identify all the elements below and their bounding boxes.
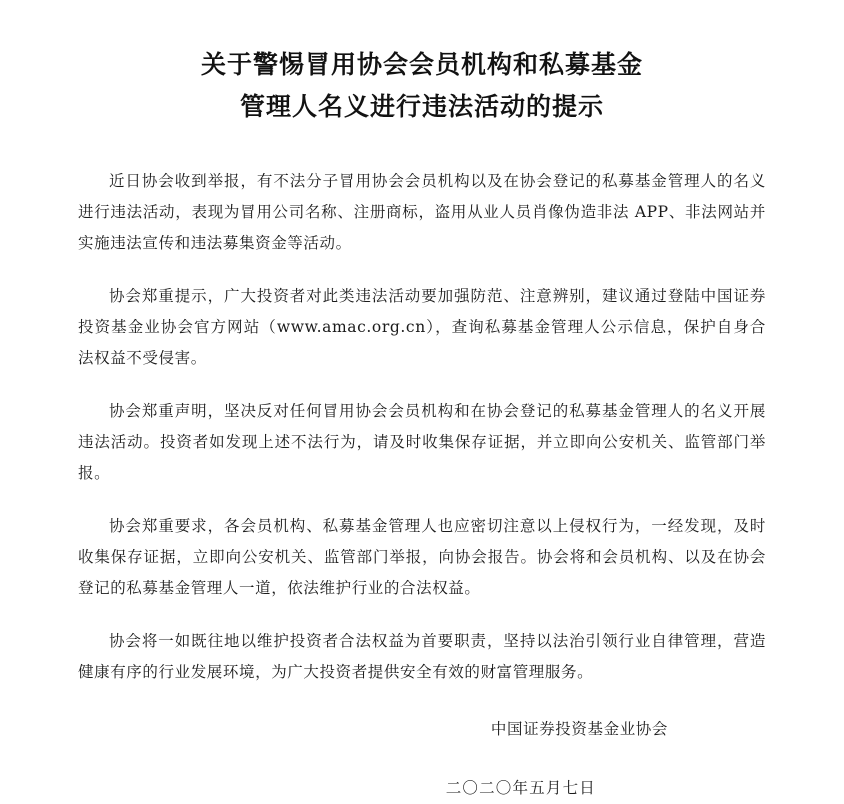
paragraph-3: 协会郑重声明，坚决反对任何冒用协会会员机构和在协会登记的私募基金管理人的名义开展违法活动。投资者如发现上述不法行为，请及时收集保存证据，并立即向公安机关、监管部门举报。 [78,402,766,482]
paragraph-2: 协会郑重提示，广大投资者对此类违法活动要加强防范、注意辨别，建议通过登陆中国证券投资基金业协会官方网站（www.amac.org.cn），查询私募基金管理人公示信息，保护自身合法权益不受侵害。 [78,287,766,367]
paragraph-5: 协会将一如既往地以维护投资者合法权益为首要职责，坚持以法治引领行业自律管理，营造健康有序的行业发展环境，为广大投资者提供安全有效的财富管理服务。 [78,632,766,681]
paragraph-4: 协会郑重要求，各会员机构、私募基金管理人也应密切注意以上侵权行为，一经发现，及时收集保存证据，立即向公安机关、监管部门举报，向协会报告。协会将和会员机构、以及在协会登记的私募基金管理人一道，依法维护行业的合法权益。 [78,517,766,597]
paragraph-1: 近日协会收到举报，有不法分子冒用协会会员机构以及在协会登记的私募基金管理人的名义进行违法活动，表现为冒用公司名称、注册商标，盗用从业人员肖像伪造非法 APP、非法网站并实施违法宣传和违法募集资金等活动。 [78,172,766,252]
page-title-line-1: 关于警惕冒用协会会员机构和私募基金 [200,50,643,79]
date-line: 二〇二〇年五月七日 [445,779,596,797]
signature-line: 中国证券投资基金业协会 [490,720,668,738]
page-title-line-2: 管理人名义进行违法活动的提示 [239,92,604,121]
document-body [78,166,766,688]
page-title [78,44,766,128]
